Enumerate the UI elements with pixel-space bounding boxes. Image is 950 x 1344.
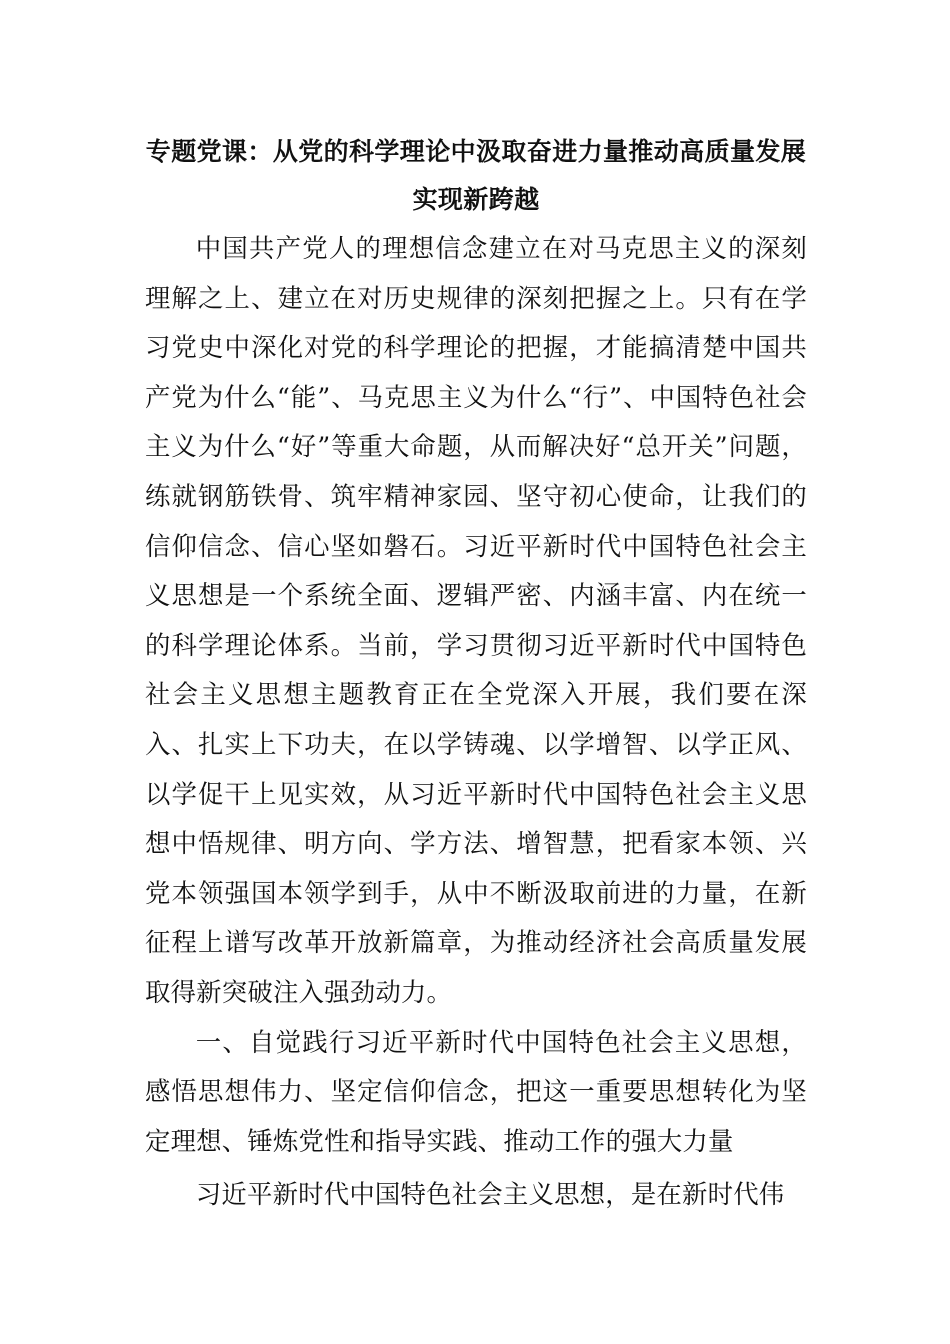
body-paragraph-intro: 中国共产党人的理想信念建立在对马克思主义的深刻理解之上、建立在对历史规律的深刻把握之上。只有在学习党史中深化对党的科学理论的把握，才能搞清楚中国共产党为什么“能”、马克思主义为什么“行”、中国特色社会主义为什么“好”等重大命题，从而解决好“总开关”问题，练就钢筋铁骨、筑牢精神家园、坚守初心使命，让我们的信仰信念、信心坚如磐石。习近平新时代中国特色社会主义思想是一个系统全面、逻辑严密、内涵丰富、内在统一的科学理论体系。当前，学习贯彻习近平新时代中国特色社会主义思想主题教育正在全党深入开展，我们要在深入、扎实上下功夫，在以学铸魂、以学增智、以学正风、以学促干上见实效，从习近平新时代中国特色社会主义思想中悟规律、明方向、学方法、增智慧，把看家本领、兴党本领强国本领学到手，从中不断汲取前进的力量，在新征程上谱写改革开放新篇章，为推动经济社会高质量发展取得新突破注入强劲动力。 <box>145 233 807 1007</box>
document-title: 专题党课：从党的科学理论中汲取奋进力量推动高质量发展实现新跨越 <box>145 137 807 214</box>
section-heading-one: 一、自觉践行习近平新时代中国特色社会主义思想，感悟思想伟力、坚定信仰信念，把这一重要思想转化为坚定理想、锤炼党性和指导实践、推动工作的强大力量 <box>145 1026 807 1156</box>
body-paragraph-section-one: 习近平新时代中国特色社会主义思想，是在新时代伟 <box>195 1179 785 1210</box>
document-page <box>145 128 807 1220</box>
